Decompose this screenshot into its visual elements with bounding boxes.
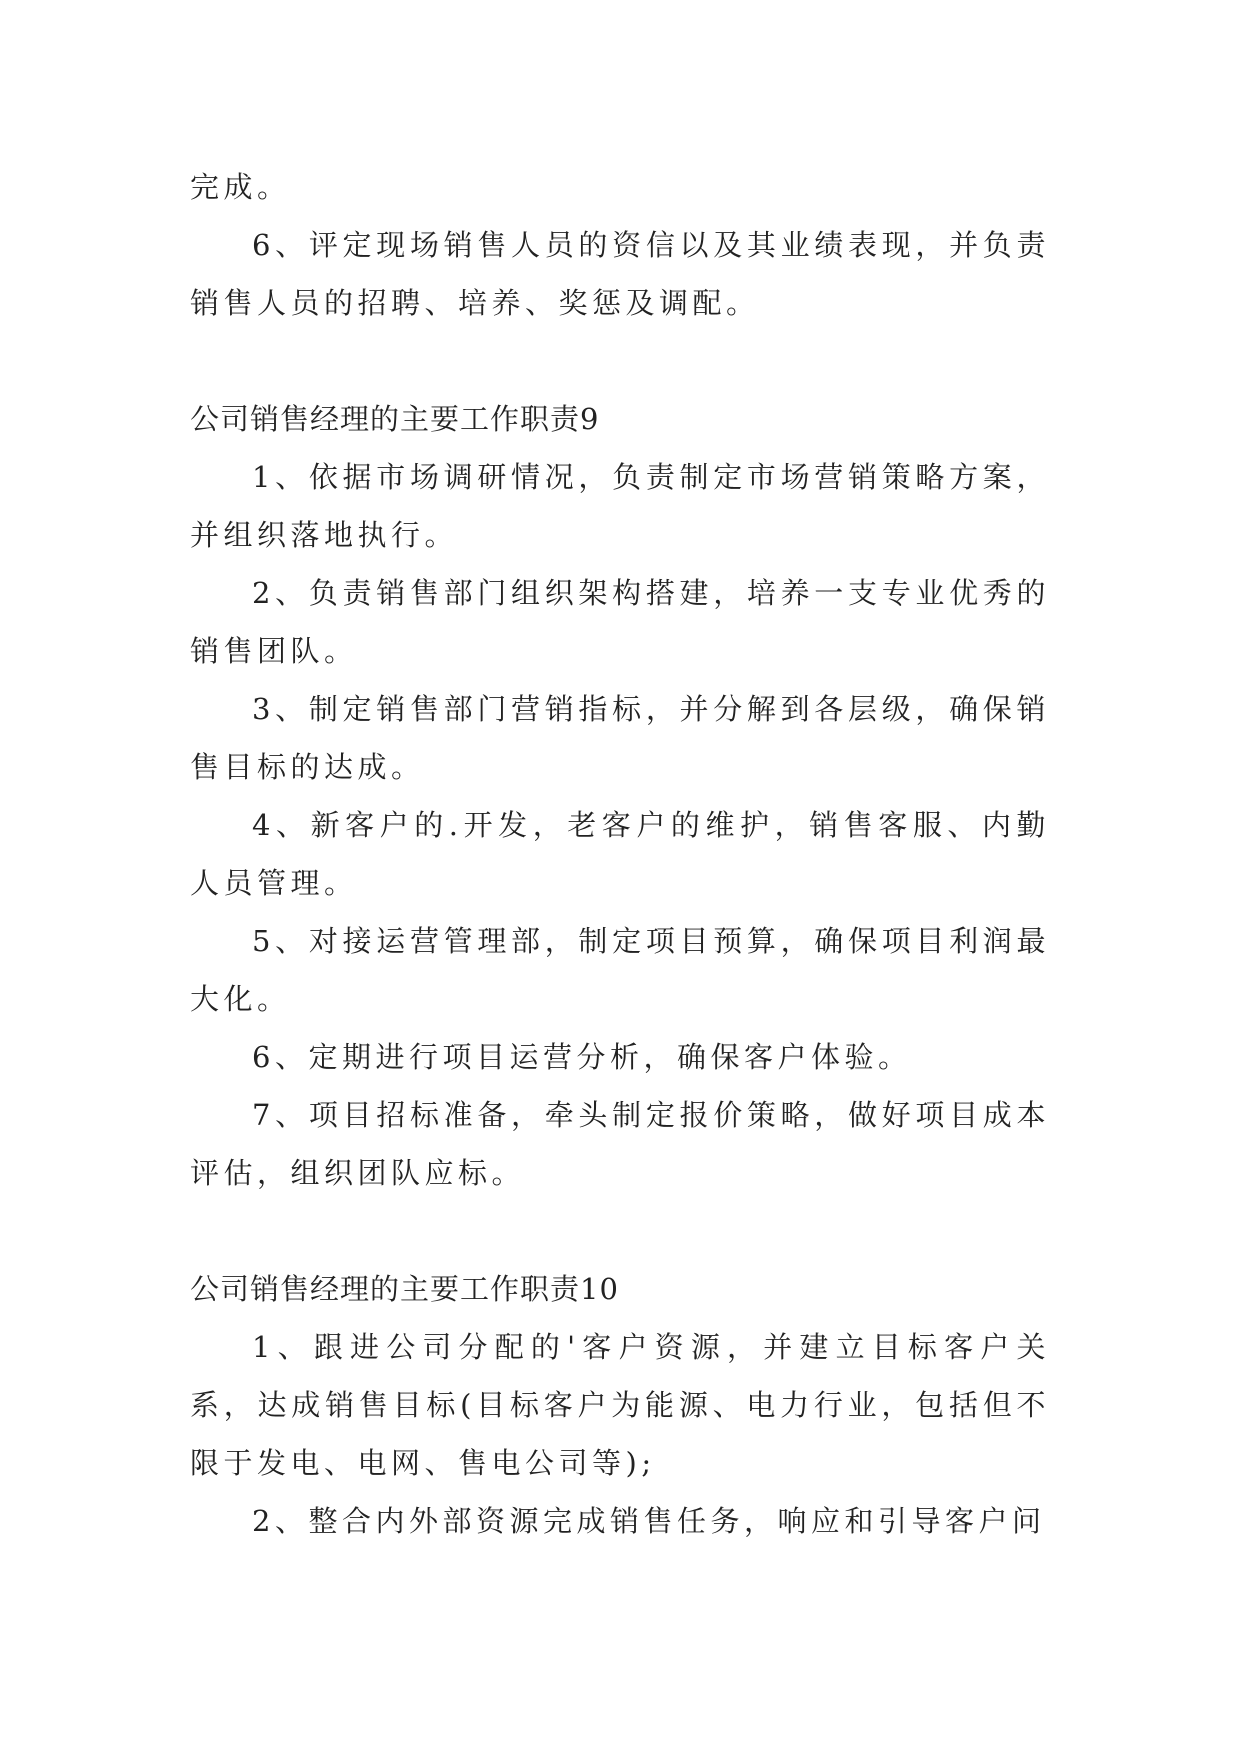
section-heading-9: 公司销售经理的主要工作职责9 xyxy=(190,402,600,436)
continuation-text: 完成。 xyxy=(190,170,291,204)
document-body xyxy=(190,158,1050,1550)
list-item: 3、制定销售部门营销指标，并分解到各层级，确保销售目标的达成。 xyxy=(190,692,1050,784)
list-item: 7、项目招标准备，牵头制定报价策略，做好项目成本评估，组织团队应标。 xyxy=(190,1098,1050,1190)
section-heading-10: 公司销售经理的主要工作职责10 xyxy=(190,1272,619,1306)
list-item: 5、对接运营管理部，制定项目预算，确保项目利润最大化。 xyxy=(190,924,1050,1016)
section-spacer xyxy=(190,332,1050,390)
list-item: 1、依据市场调研情况，负责制定市场营销策略方案，并组织落地执行。 xyxy=(190,460,1050,552)
list-item: 4、新客户的.开发，老客户的维护，销售客服、内勤人员管理。 xyxy=(190,808,1050,900)
list-item: 2、负责销售部门组织架构搭建，培养一支专业优秀的销售团队。 xyxy=(190,576,1050,668)
list-item: 6、评定现场销售人员的资信以及其业绩表现，并负责销售人员的招聘、培养、奖惩及调配。 xyxy=(190,228,1050,320)
list-item: 1、跟进公司分配的'客户资源，并建立目标客户关系，达成销售目标(目标客户为能源、电力行业，包括但不限于发电、电网、售电公司等); xyxy=(190,1330,1050,1480)
list-item: 2、整合内外部资源完成销售任务，响应和引导客户问 xyxy=(252,1504,1046,1538)
list-item: 6、定期进行项目运营分析，确保客户体验。 xyxy=(252,1040,912,1074)
section-spacer xyxy=(190,1202,1050,1260)
